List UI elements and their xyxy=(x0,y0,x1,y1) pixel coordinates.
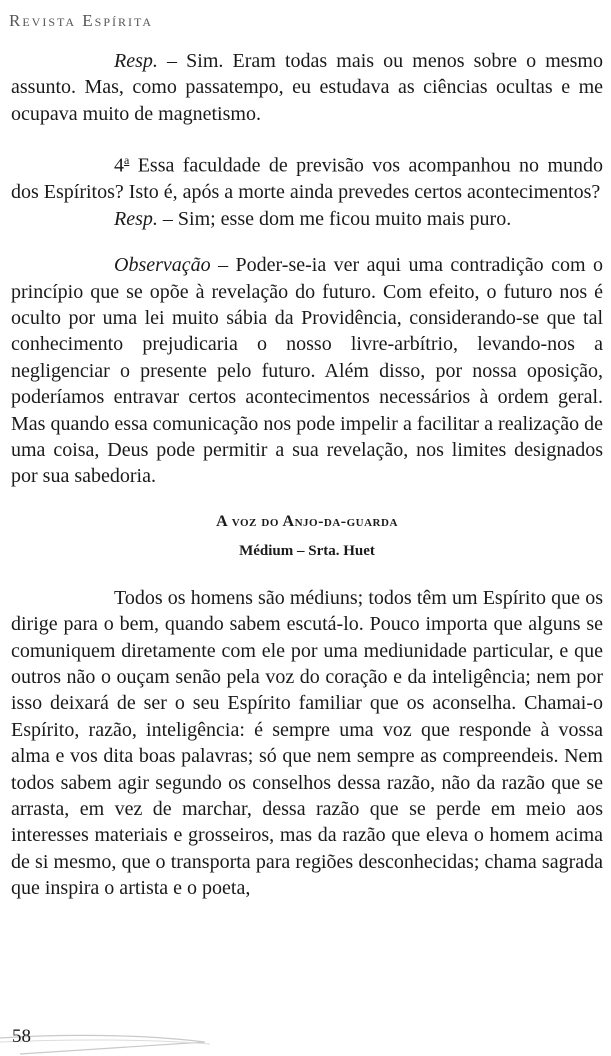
paragraph-text: – Poder-se-ia ver aqui uma contradição com o princípio que se opõe à revelação do futuro. Com efeito, o futuro nos é oculto por uma lei muito sábia da Providência, considerando-se que tal conhecimento prejudicaria o nosso livre-arbítrio, levando-nos a negligenciar o presente pelo futuro. Além disso, por nossa oposição, poderíamos entravar certos acontecimentos necessários à ordem geral. Mas quando essa comunicação nos pode impelir a facilitar a realização de uma coisa, Deus pode permitir a sua revelação, nos limites designados por sua sabedoria. xyxy=(11,254,603,488)
paragraph-response-2 xyxy=(11,206,603,232)
section-medium: Médium – Srta. Huet xyxy=(239,542,375,559)
paragraph-observation xyxy=(11,252,603,490)
question-number: 4 xyxy=(114,154,124,177)
ordinal-indicator: a xyxy=(124,153,130,168)
paragraph-section-body: Todos os homens são médiuns; todos têm um Espírito que os dirige para o bem, quando sabem escutá-lo. Pouco importa que alguns se comuniquem diretamente com ele por uma mediunidade particular, e que outros não o ouçam senão pela voz do coração e da inteligência; nem por isso deixará de ser o seu Espírito familiar que os aconselha. Chamai-o Espírito, razão, inteligência: é sempre uma voz que responde à vossa alma e vos dita boas palavras; só que nem sempre as compreendeis. Nem todos sabem agir segundo os conselhos dessa razão, não da razão que se arrasta, em vez de marchar, dessa razão que se perde em meio aos interesses materiais e grosseiros, mas da razão que eleva o homem acima de si mesmo, que o transporta para regiões desconhecidas; chama sagrada que inspira o artista e o poeta, xyxy=(11,586,603,900)
paragraph-text: – Sim. Eram todas mais ou menos sobre o mesmo assunto. Mas, como passatempo, eu estudava as ciências ocultas e me ocupava muito de magnetismo. xyxy=(11,50,603,125)
response-label: Resp. xyxy=(114,207,158,230)
observation-label: Observação xyxy=(114,254,211,277)
paragraph-text: Essa faculdade de previsão vos acompanhou no mundo dos Espíritos? Isto é, após a morte ainda prevedes certos acontecimentos? xyxy=(11,154,603,204)
section-title: A voz do Anjo-da-guarda xyxy=(216,512,398,530)
page-number: 58 xyxy=(12,1026,31,1047)
page-body xyxy=(11,48,603,902)
paragraph-question-4 xyxy=(11,147,603,205)
response-label: Resp. xyxy=(114,50,158,72)
paragraph-response-1 xyxy=(11,48,603,127)
paragraph-text: – Sim; esse dom me ficou muito mais puro. xyxy=(157,207,512,230)
running-head: Revista Espírita xyxy=(9,11,154,30)
page-corner-swoosh xyxy=(0,1030,220,1056)
